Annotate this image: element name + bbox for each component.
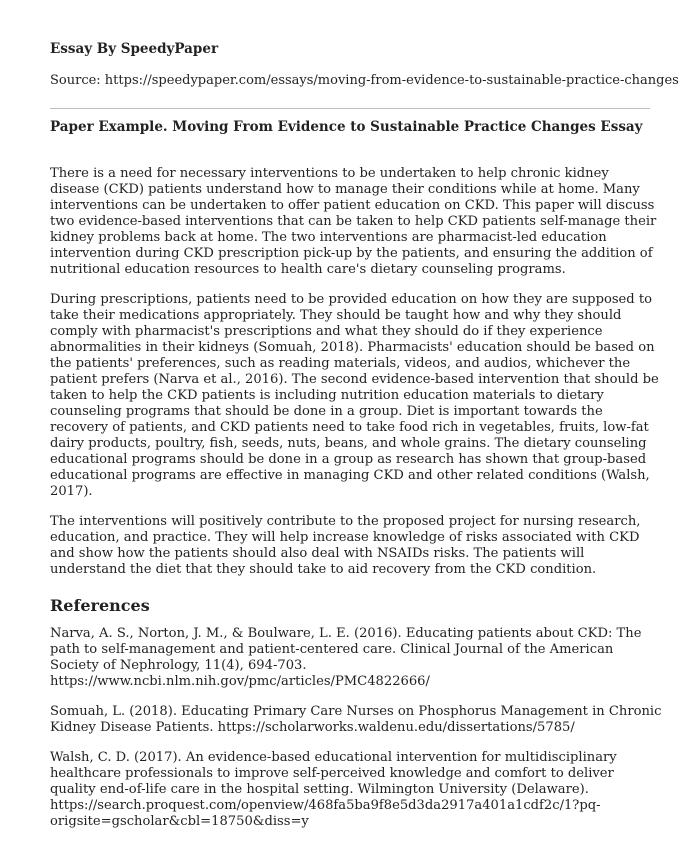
header-divider	[50, 108, 650, 109]
source-url: Source: https://speedypaper.com/essays/moving-from-evidence-to-sustainable-practice-changes	[50, 73, 679, 88]
document-header	[50, 40, 679, 90]
essay-title: Paper Example. Moving From Evidence to Sustainable Practice Changes Essay	[50, 119, 643, 135]
brand-title: Essay By SpeedyPaper	[50, 41, 219, 57]
essay-paragraph-3: The interventions will positively contribute to the proposed project for nursing research, education, and practice. They will help increase knowledge of risks associated with CKD and show how the patients should also deal with NSAIDs risks. The patients will understand the diet that they should take to aid recovery from the CKD condition.	[50, 514, 641, 577]
reference-item-3: Walsh, C. D. (2017). An evidence-based educational intervention for multidisciplinary healthcare professionals to improve self-perceived knowledge and comfort to deliver quality end-of-life care in the hospital setting. Wilmington University (Delaware). https://search.proquest.com/openview/468fa5ba9f8e5d3da2917a401a1cdf2c/1?pq-origsite=gscholar&cbl=18750&diss=y	[50, 750, 617, 829]
essay-paragraph-2: During prescriptions, patients need to be provided education on how they are supposed to take their medications appropriately. They should be taught how and why they should comply with pharmacist's prescriptions and what they should do if they experience abnormalities in their kidneys (Somuah, 2018). Pharmacists' education should be based on the patients' preferences, such as reading materials, videos, and audios, whichever the patient prefers (Narva et al., 2016). The second evidence-based intervention that should be taken to help the CKD patients is including nutrition education materials to dietary counseling programs that should be done in a group. Diet is important towards the recovery of patients, and CKD patients need to take food rich in vegetables, fruits, low-fat dairy products, poultry, fish, seeds, nuts, beans, and whole grains. The dietary counseling educational programs should be done in a group as research has shown that group-based educational programs are effective in managing CKD and other related conditions (Walsh, 2017).	[50, 292, 659, 499]
references-heading: References	[50, 596, 150, 615]
reference-item-2: Somuah, L. (2018). Educating Primary Care Nurses on Phosphorus Management in Chronic Kidney Disease Patients. https://scholarworks.waldenu.edu/dissertations/5785/	[50, 704, 662, 735]
reference-item-1: Narva, A. S., Norton, J. M., & Boulware, L. E. (2016). Educating patients about CKD: The path to self-management and patient-centered care. Clinical Journal of the American Society of Nephrology, 11(4), 694-703. https://www.ncbi.nlm.nih.gov/pmc/articles/PMC4822666/	[50, 626, 642, 689]
essay-paragraph-1: There is a need for necessary interventions to be undertaken to help chronic kidney disease (CKD) patients understand how to manage their conditions while at home. Many interventions can be undertaken to offer patient education on CKD. This paper will discuss two evidence-based interventions that can be taken to help CKD patients self-manage their kidney problems back at home. The two interventions are pharmacist-led education intervention during CKD prescription pick-up by the patients, and ensuring the addition of nutritional education resources to health care's dietary counseling programs.	[50, 166, 657, 277]
essay-body	[50, 118, 662, 844]
